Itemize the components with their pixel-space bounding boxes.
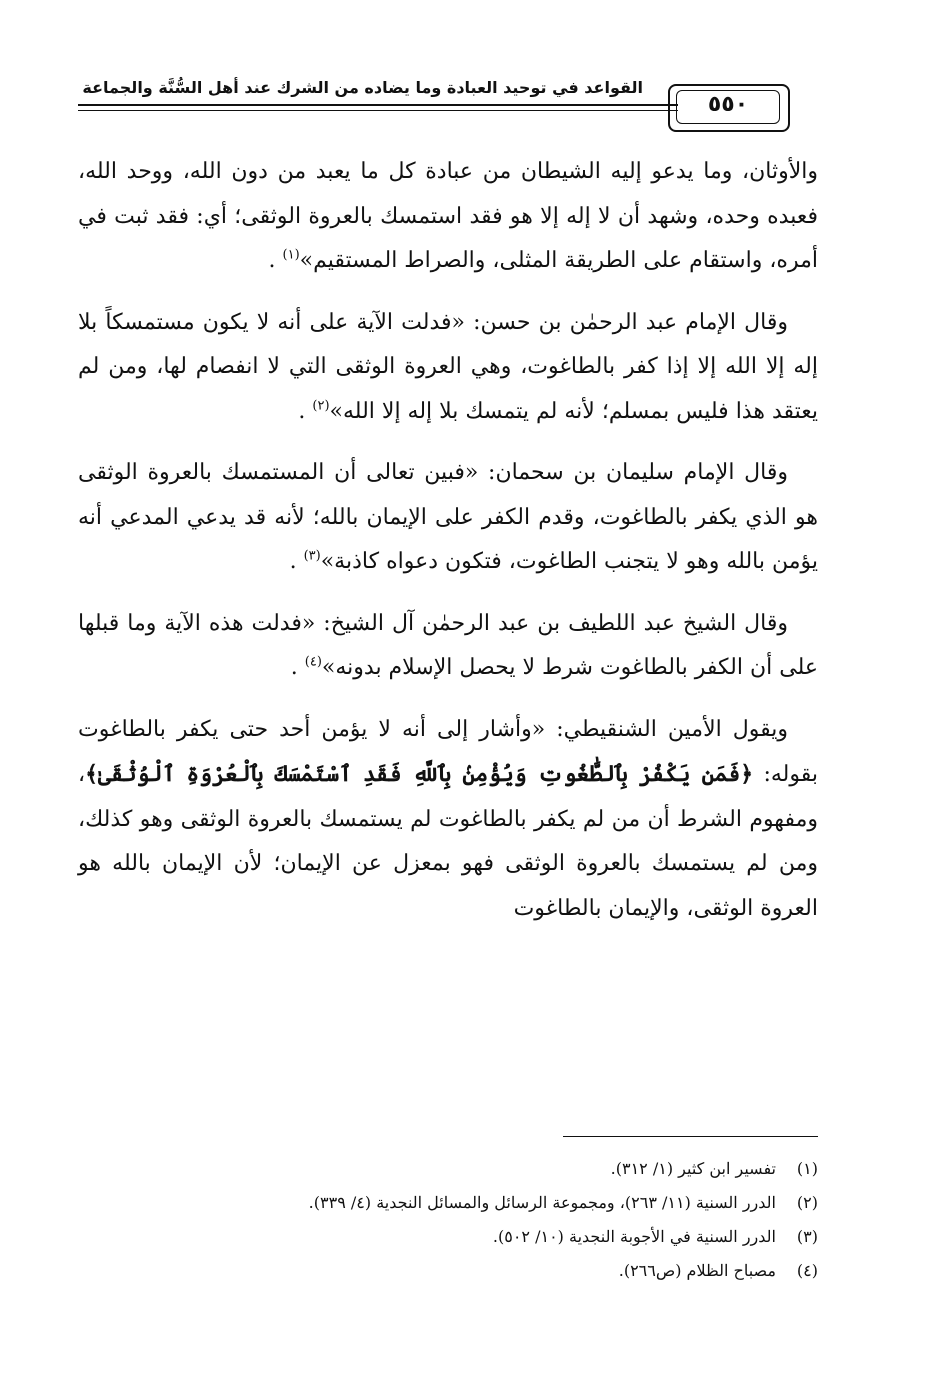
paragraph-text: والأوثان، وما يدعو إليه الشيطان من عبادة كل ما يعبد من دون الله، ووحد الله، فعبده وحده، وشهد أن لا إله إلا هو فقد استمسك بالعروة الوثقى؛ أي: فقد ثبت في أمره، واستقام على الطريقة المثلى، والصراط المستقيم» [78, 159, 818, 273]
footnote [78, 1186, 818, 1220]
paragraph-text: وقال الشيخ عبد اللطيف بن عبد الرحمٰن آل الشيخ: «فدلت هذه الآية وما قبلها على أن الكفر بالطاغوت شرط لا يحصل الإسلام بدونه» [78, 610, 818, 680]
paragraph-text: ويقول الأمين الشنقيطي: «وأشار إلى أنه لا يؤمن أحد حتى يكفر بالطاغوت بقوله: [78, 716, 818, 787]
page-number: ٥٥٠ [707, 92, 749, 117]
footnote-number: (١) [796, 1159, 818, 1178]
paragraph-tail: . [268, 248, 276, 273]
main-text [78, 150, 818, 931]
footnote-ref: (١) [282, 247, 300, 263]
paragraph-text: وقال الإمام سليمان بن سحمان: «فبين تعالى أن المستمسك بالعروة الوثقى هو الذي يكفر بالطاغوت، وقدم الكفر على الإيمان بالله؛ لأنه قد يدعي المدعي أنه يؤمن بالله وهو لا يتجنب الطاغوت، فتكون دعواه كاذبة» [78, 460, 818, 574]
footnote-text: الدرر السنية (١١/ ٢٦٣)، ومجموعة الرسائل والمسائل النجدية (٤/ ٣٣٩). [308, 1193, 776, 1212]
paragraph-quran [78, 708, 818, 932]
footnote-number: (٣) [796, 1227, 818, 1246]
paragraph [78, 451, 818, 585]
quran-verse: ﴿فَمَن يَكْفُرْ بِٱلطَّٰغُوتِ وَيُؤْمِنۢ بِٱللَّهِ فَقَدِ ٱسْتَمْسَكَ بِٱلْعُرْوَةِ ٱلْوُثْقَىٰ﴾ [85, 761, 754, 787]
paragraph [78, 301, 818, 435]
paragraph-tail: . [290, 655, 298, 680]
header-title: القواعد في توحيد العبادة وما يضاده من الشرك عند أهل السُّنَّة والجماعة [82, 78, 643, 97]
footnote-text: مصباح الظلام (ص٢٦٦). [618, 1261, 776, 1280]
footnote-number: (٢) [796, 1193, 818, 1212]
footnote-ref: (٣) [303, 548, 321, 564]
footnote-ref: (٢) [312, 398, 330, 414]
footnote [78, 1254, 818, 1288]
paragraph [78, 150, 818, 284]
footnotes [78, 1152, 818, 1288]
footnote-separator [563, 1136, 818, 1137]
paragraph-text: وقال الإمام عبد الرحمٰن بن حسن: «فدلت الآية على أنه لا يكون مستمسكاً بلا إله إلا الله إلا إذا كفر بالطاغوت، وهي العروة الوثقى التي لا انفصام لها، ومن لم يعتقد هذا فليس بمسلم؛ لأنه لم يتمسك بلا إله إلا الله» [78, 309, 818, 424]
running-header [78, 74, 818, 136]
paragraph [78, 602, 818, 691]
footnote [78, 1220, 818, 1254]
footnote-ref: (٤) [304, 654, 322, 670]
header-rule-thick [78, 104, 678, 106]
footnote [78, 1152, 818, 1186]
paragraph-tail: . [289, 549, 297, 574]
header-rule-thin [78, 110, 678, 111]
footnote-text: الدرر السنية في الأجوبة النجدية (١٠/ ٥٠٢). [492, 1227, 776, 1246]
footnote-text: تفسير ابن كثير (١/ ٣١٢). [610, 1159, 776, 1178]
footnote-number: (٤) [796, 1261, 818, 1280]
page-number-frame [662, 82, 794, 132]
paragraph-text: ، ومفهوم الشرط أن من لم يكفر بالطاغوت لم يستمسك بالعروة الوثقى وهو كذلك، ومن لم يستمسك بالعروة الوثقى فهو بمعزل عن الإيمان؛ لأن الإيمان بالله هو العروة الوثقى، والإيمان بالطاغوت [78, 762, 818, 921]
paragraph-tail: . [298, 398, 306, 424]
